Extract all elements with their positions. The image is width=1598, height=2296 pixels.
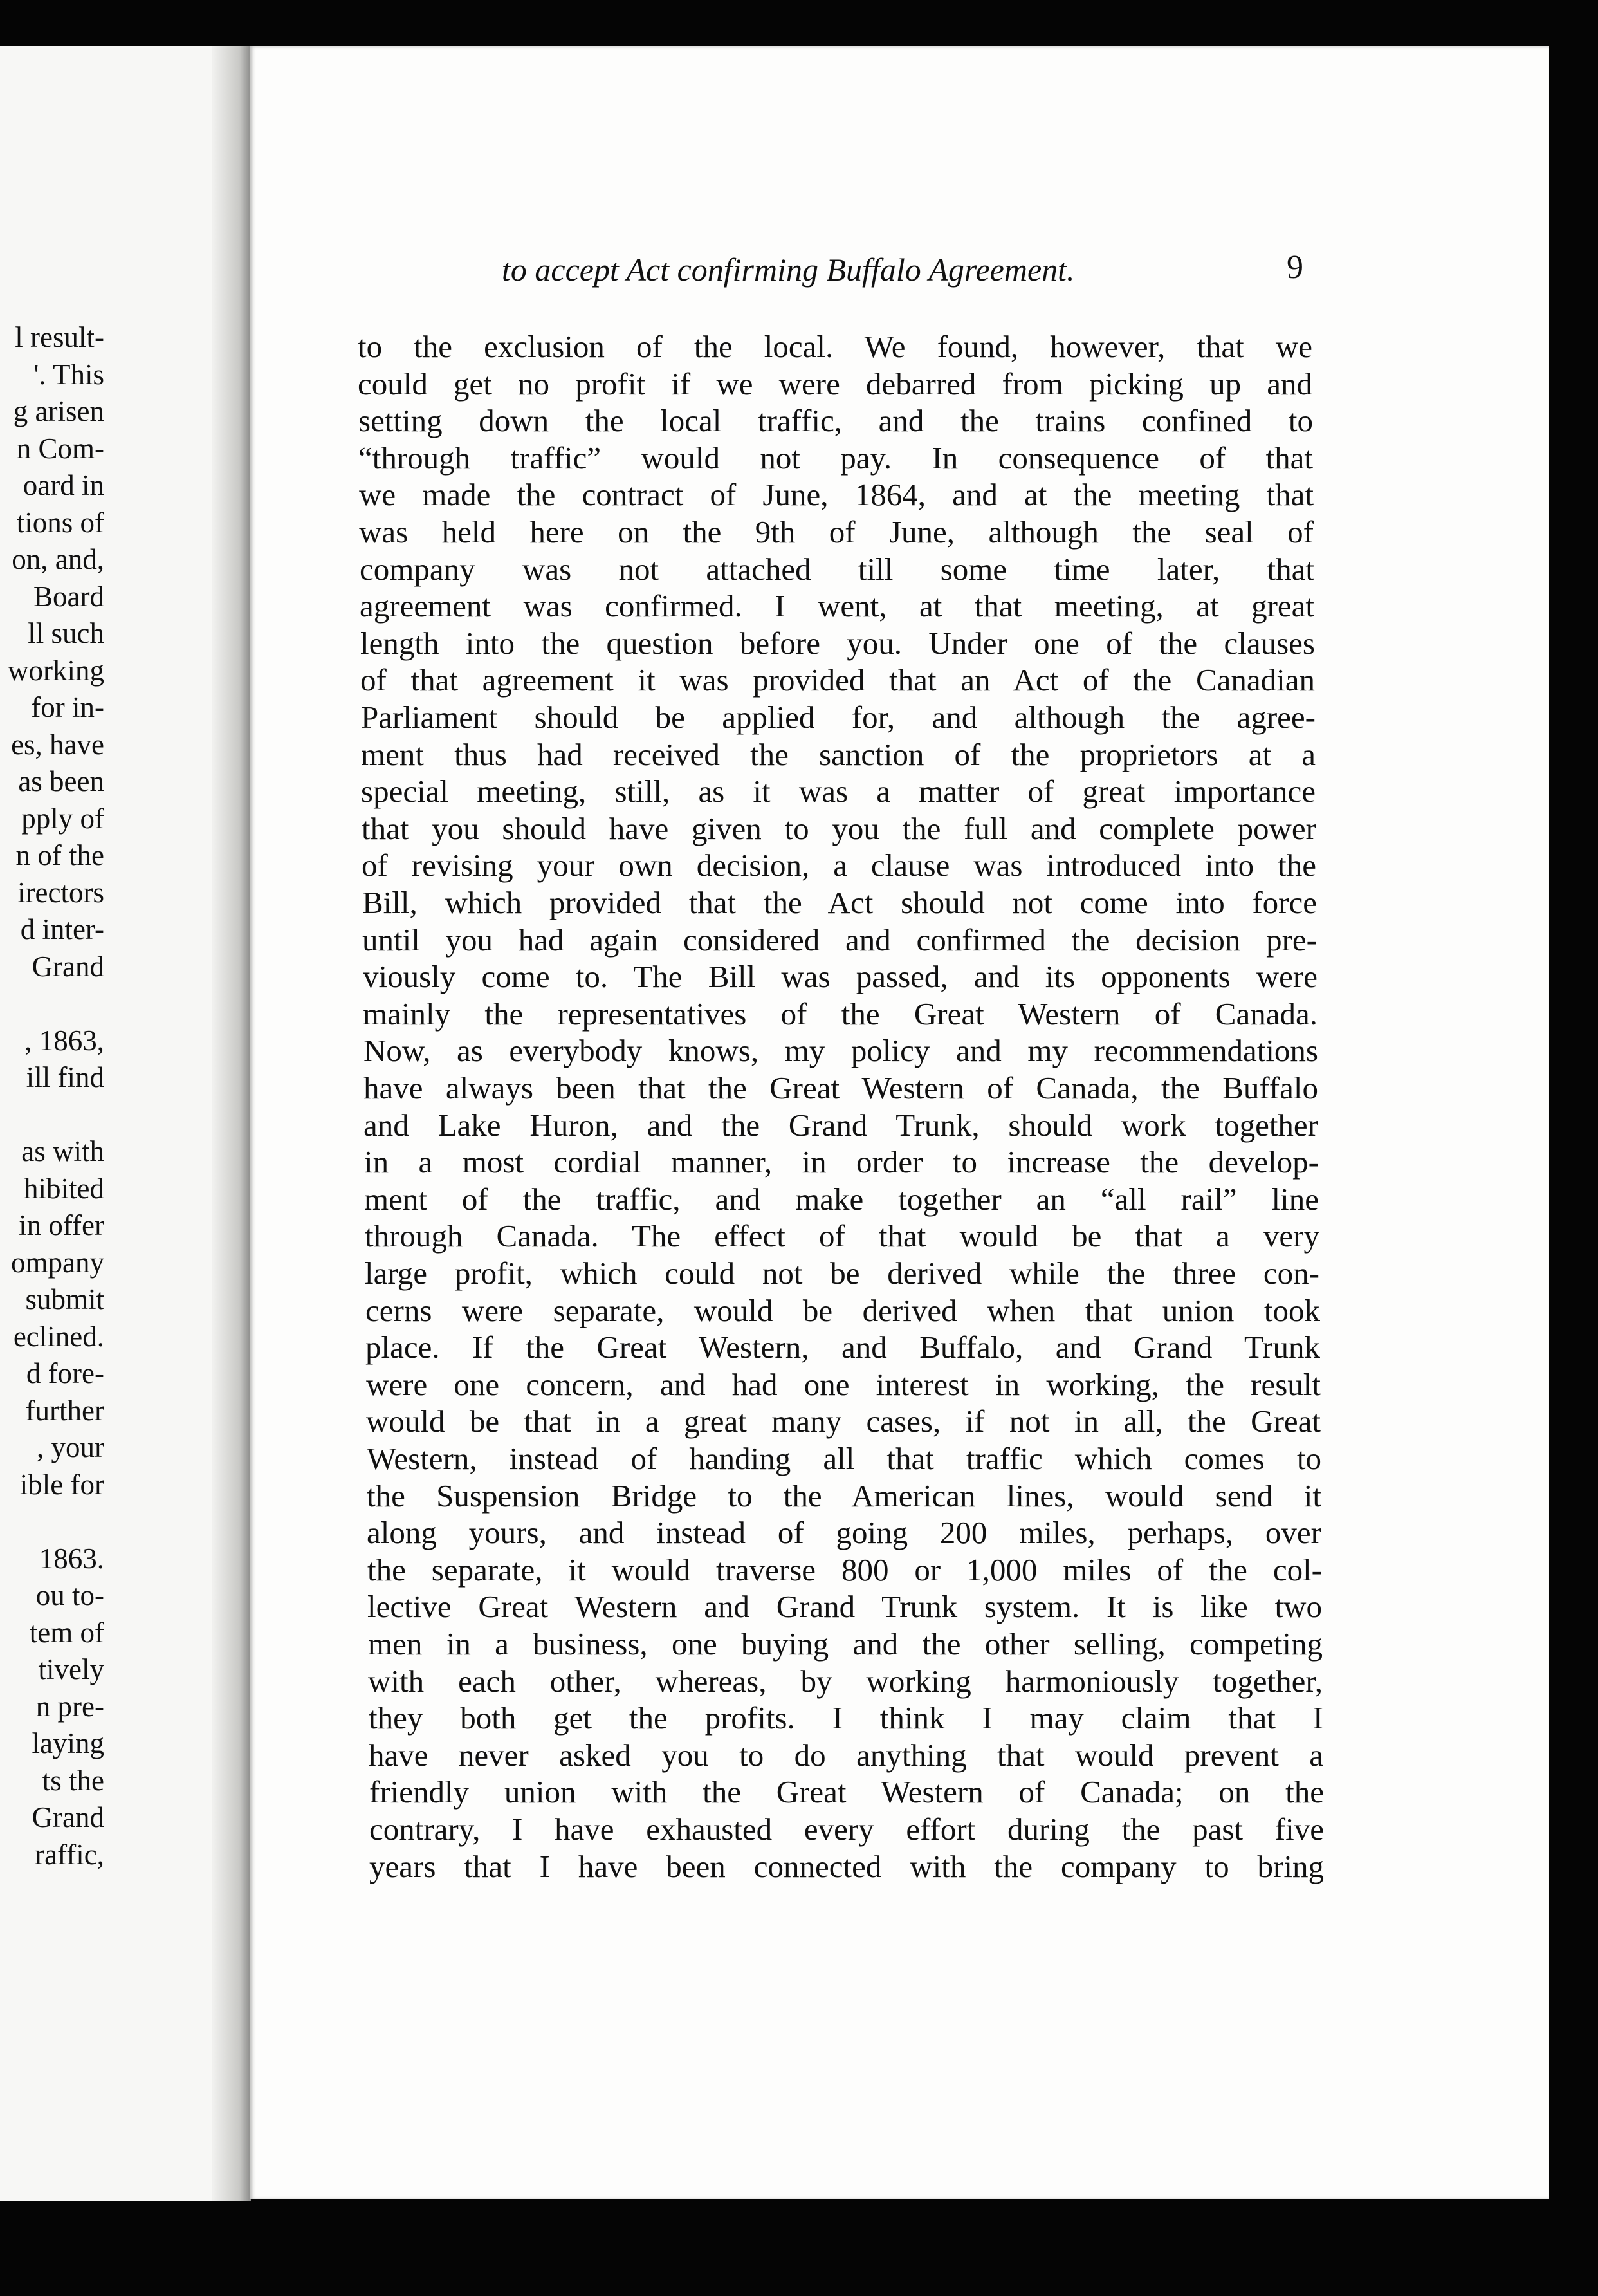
body-text-line: men in a business, one buying and the other selling, competing [368,1626,1323,1662]
body-text-line: could get no profit if we were debarred from picking up and [358,366,1312,402]
running-head: to accept Act confirming Buffalo Agreement. [502,252,1075,288]
facing-page-line: laying [32,1727,104,1759]
body-text-line: “through traffic” would not pay. In consequence of that [358,440,1313,476]
body-text-line: mainly the representatives of the Great Western of Canada. [363,995,1318,1032]
facing-page-line: ou to- [35,1579,104,1611]
body-text-line: to the exclusion of the local. We found, however, that we [358,329,1312,364]
facing-page-line: n pre- [35,1690,104,1723]
body-text-line: company was not attached till some time later, that [360,551,1314,587]
facing-page-line: in offer [19,1209,104,1241]
facing-page-line: on, and, [12,543,104,575]
facing-page-line: es, have [11,728,104,761]
body-text-line: that you should have given to you the full and complete power [362,810,1316,846]
body-text-line: place. If the Great Western, and Buffalo, and Grand Trunk [365,1329,1320,1366]
facing-page-line: ill find [26,1061,104,1093]
body-text-line: years that I have been connected with the company to bring [369,1848,1324,1884]
body-text-line: special meeting, still, as it was a matter of great importance [361,773,1316,810]
facing-page-line: as with [21,1135,104,1167]
body-text-line: friendly union with the Great Western of Canada; on the [369,1774,1324,1810]
facing-page-line: 1863. [39,1542,104,1575]
body-text-line: large profit, which could not be derived while the three con- [365,1255,1319,1291]
body-text-line: was held here on the 9th of June, although the seal of [359,514,1314,550]
facing-page-line: Board [33,580,104,613]
body-text-line: the Suspension Bridge to the American lines, would send it [367,1477,1321,1514]
facing-page-line: g arisen [13,395,104,427]
body-text-line: lective Great Western and Grand Trunk system. It is like two [367,1589,1322,1625]
body-text-line: through Canada. The effect of that would be that a very [365,1218,1319,1254]
facing-page-line: for in- [31,691,104,723]
facing-page-line: ible for [19,1468,104,1501]
body-text-line: have never asked you to do anything that would prevent a [369,1737,1323,1773]
facing-page-line: d inter- [20,913,104,945]
body-text-line: ment thus had received the sanction of the proprietors at a [361,736,1316,772]
body-text-line: Western, instead of handing all that traffic which comes to [367,1441,1321,1476]
facing-page-line: hibited [24,1172,104,1205]
facing-page-line: , 1863, [24,1024,104,1057]
body-text-line: were one concern, and had one interest in working, the result [366,1366,1321,1402]
body-text-line: ment of the traffic, and make together an “all rail” line [364,1181,1319,1217]
book-gutter [212,46,251,2201]
body-text-line: of revising your own decision, a clause was introduced into the [362,847,1316,884]
body-text-line: they both get the profits. I think I may claim that I [369,1700,1323,1736]
page-number: 9 [1287,249,1303,286]
facing-page-line: n Com- [16,432,104,465]
facing-page-line: Grand [32,950,104,983]
body-text-line: Now, as everybody knows, my policy and my recommendations [363,1033,1318,1069]
facing-page-line: n of the [15,839,104,871]
body-text-line: until you had again considered and confirmed the decision pre- [362,921,1317,958]
body-text-line: Parliament should be applied for, and although the agree- [361,699,1316,735]
facing-page-line: further [25,1394,104,1427]
facing-page-line: working [8,654,104,687]
body-text-line: with each other, whereas, by working harmoniously together, [368,1663,1323,1699]
facing-page-line: pply of [21,802,104,835]
facing-page-line: ts the [42,1764,104,1797]
facing-page-line: submit [25,1283,104,1315]
facing-page-line: l result- [15,321,104,353]
body-text-line: agreement was confirmed. I went, at that meeting, at great [360,588,1314,624]
body-text-line: cerns were separate, would be derived when that union took [365,1292,1320,1328]
facing-page-line: as been [18,765,104,797]
facing-page-line: irectors [17,876,104,909]
facing-page-line: eclined. [13,1320,104,1353]
body-text-line: viously come to. The Bill was passed, and its opponents were [363,959,1318,995]
facing-page-line: tem of [29,1616,104,1649]
facing-page-line: oard in [23,469,104,501]
facing-page-line: ll such [28,617,104,649]
body-text-line: contrary, I have exhausted every effort during the past five [369,1811,1324,1847]
facing-page-line: , your [37,1431,104,1463]
body-text-line: of that agreement it was provided that an Act of the Canadian [360,662,1315,698]
body-text-line: the separate, it would traverse 800 or 1,000 miles of the col- [367,1551,1322,1588]
body-text-line: have always been that the Great Western of Canada, the Buffalo [363,1070,1318,1106]
facing-page-line: d fore- [26,1357,104,1389]
facing-page-line: tively [38,1653,104,1685]
body-text-line: Bill, which provided that the Act should not come into force [362,885,1317,920]
body-text-line: we made the contract of June, 1864, and at the meeting that [359,477,1314,513]
facing-page-line: tions of [16,506,104,539]
facing-page-line: '. This [33,358,104,391]
body-text-line: in a most cordial manner, in order to increase the develop- [364,1144,1319,1180]
facing-page-line: raffic, [35,1838,104,1871]
body-text-line: length into the question before you. Under one of the clauses [360,625,1315,661]
facing-page-line: Grand [32,1801,104,1833]
body-text-line: would be that in a great many cases, if not in all, the Great [366,1403,1321,1440]
body-text-line: along yours, and instead of going 200 miles, perhaps, over [367,1515,1321,1551]
body-text-line: setting down the local traffic, and the trains confined to [358,403,1313,439]
facing-page-line: ompany [11,1246,104,1279]
body-text-line: and Lake Huron, and the Grand Trunk, should work together [363,1107,1318,1143]
